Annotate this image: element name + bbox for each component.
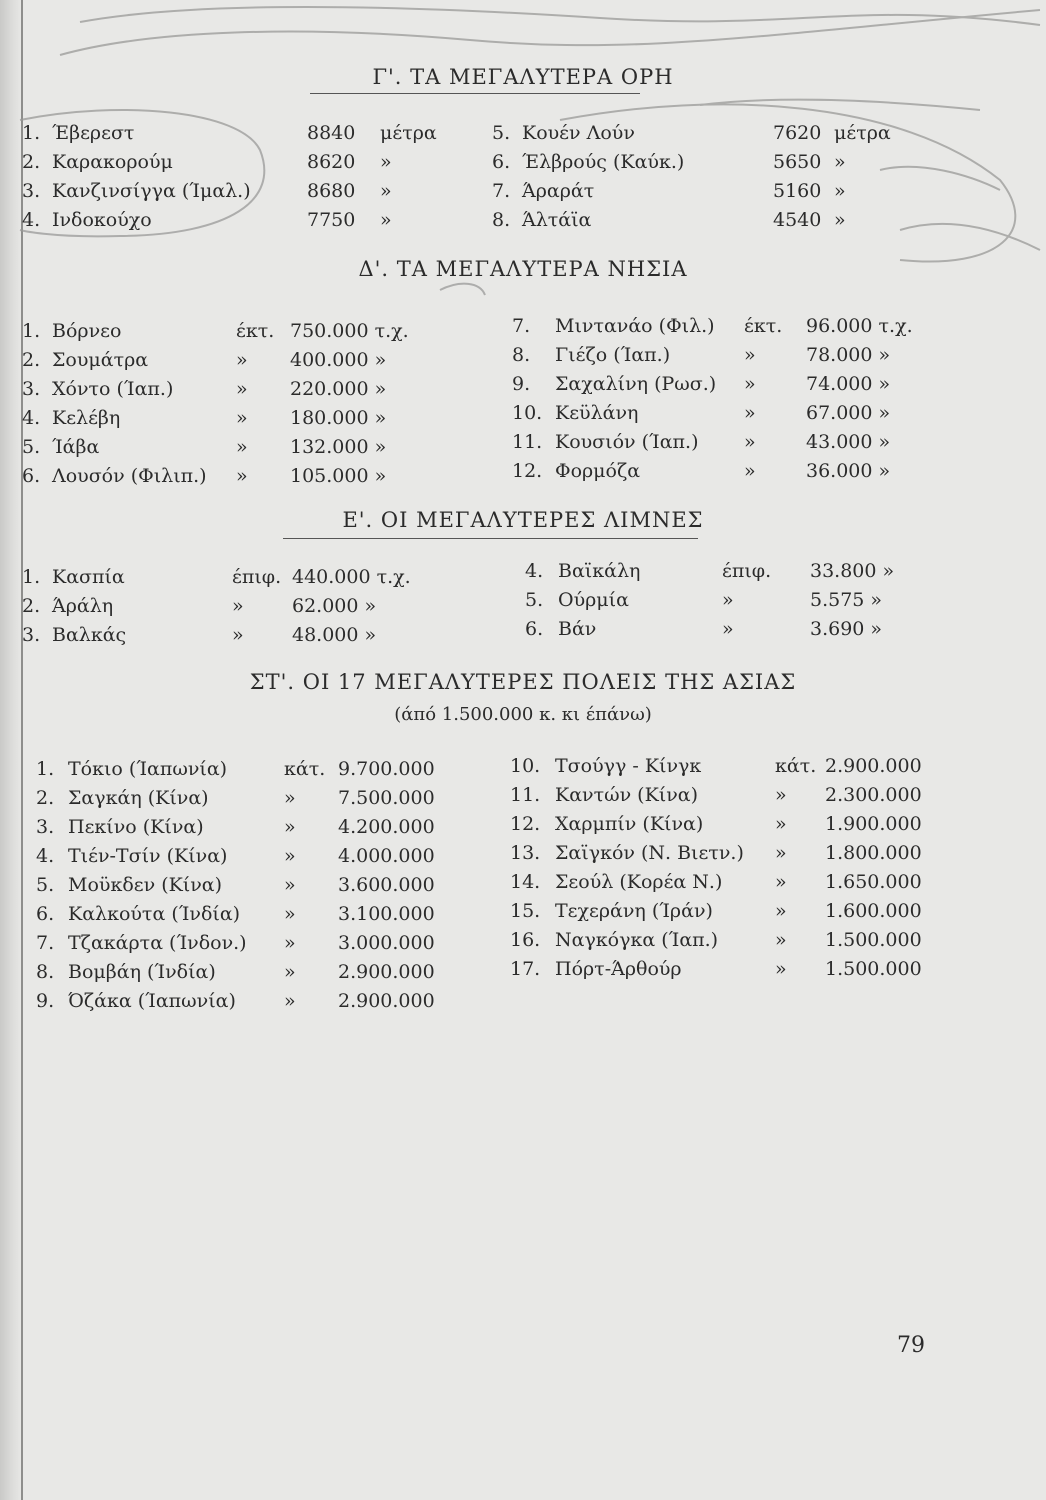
item-name: Σαϊγκόν (Ν. Βιετν.) xyxy=(555,842,744,864)
item-value: 5650 xyxy=(773,151,822,173)
item-label: » xyxy=(236,436,248,458)
item-label: » xyxy=(775,900,787,922)
item-value: 2.900.000 xyxy=(825,755,922,777)
item-label: » xyxy=(744,344,756,366)
item-number: 4. xyxy=(36,845,55,867)
item-name: Χαρμπίν (Κίνα) xyxy=(555,813,704,835)
item-number: 15. xyxy=(510,900,541,922)
list-item xyxy=(0,615,1046,643)
item-name: Τιέν-Τσίν (Κίνα) xyxy=(68,845,228,867)
item-name: Βάν xyxy=(558,618,597,640)
item-value: 440.000 τ.χ. xyxy=(292,566,411,588)
item-value: 5.575 » xyxy=(810,589,883,611)
item-number: 1. xyxy=(22,320,41,342)
section-heading-cities: ΣΤ'. ΟΙ 17 ΜΕΓΑΛΥΤΕΡΕΣ ΠΟΛΕΙΣ ΤΗΣ ΑΣΙΑΣ xyxy=(249,670,797,694)
item-number: 17. xyxy=(510,958,541,980)
item-value: 7.500.000 xyxy=(338,787,435,809)
list-item xyxy=(0,177,1046,205)
item-unit: » xyxy=(380,209,392,231)
item-label: έκτ. xyxy=(236,320,275,342)
item-number: 4. xyxy=(525,560,544,582)
item-name: Μοϋκδεν (Κίνα) xyxy=(68,874,223,896)
item-number: 7. xyxy=(492,180,511,202)
item-number: 4. xyxy=(22,209,41,231)
item-value: 750.000 τ.χ. xyxy=(290,320,409,342)
list-item xyxy=(0,206,1046,234)
item-label: » xyxy=(284,990,296,1012)
page-number: 79 xyxy=(897,1333,925,1358)
item-number: 9. xyxy=(512,373,531,395)
item-value: 220.000 » xyxy=(290,378,387,400)
item-value: 96.000 τ.χ. xyxy=(806,315,913,337)
item-name: Κανζινσίγγα (Ίμαλ.) xyxy=(52,180,251,202)
list-item xyxy=(0,370,1046,398)
item-number: 6. xyxy=(22,465,41,487)
list-item xyxy=(0,428,1046,456)
item-number: 8. xyxy=(492,209,511,231)
item-number: 3. xyxy=(22,180,41,202)
item-number: 9. xyxy=(36,990,55,1012)
item-label: » xyxy=(232,624,244,646)
item-value: 3.690 » xyxy=(810,618,883,640)
item-number: 1. xyxy=(22,566,41,588)
item-name: Κασπία xyxy=(52,566,125,588)
list-item xyxy=(0,341,1046,369)
item-name: Βομβάη (Ίνδία) xyxy=(68,961,216,983)
item-label: » xyxy=(284,874,296,896)
item-name: Ινδοκούχο xyxy=(52,209,152,231)
item-value: 1.900.000 xyxy=(825,813,922,835)
item-label: » xyxy=(236,378,248,400)
item-name: Ούρμία xyxy=(558,589,629,611)
item-value: 2.900.000 xyxy=(338,990,435,1012)
item-name: Σουμάτρα xyxy=(52,349,149,371)
item-value: 8620 xyxy=(307,151,356,173)
item-number: 10. xyxy=(512,402,543,424)
item-unit: μέτρα xyxy=(380,122,437,144)
item-number: 3. xyxy=(22,378,41,400)
item-value: 4540 xyxy=(773,209,822,231)
item-value: 78.000 » xyxy=(806,344,891,366)
item-name: Καντών (Κίνα) xyxy=(555,784,699,806)
item-value: 48.000 » xyxy=(292,624,377,646)
item-number: 6. xyxy=(36,903,55,925)
item-number: 3. xyxy=(22,624,41,646)
item-number: 12. xyxy=(512,460,543,482)
item-name: Κουσιόν (Ίαπ.) xyxy=(555,431,699,453)
item-name: Κεϋλάνη xyxy=(555,402,639,424)
item-label: » xyxy=(236,465,248,487)
item-name: Γιέζο (Ίαπ.) xyxy=(555,344,671,366)
item-label: έπιφ. xyxy=(722,560,772,582)
item-label: » xyxy=(775,929,787,951)
item-value: 7750 xyxy=(307,209,356,231)
item-name: Χόντο (Ίαπ.) xyxy=(52,378,174,400)
item-number: 11. xyxy=(512,431,543,453)
item-label: » xyxy=(284,845,296,867)
item-name: Βαϊκάλη xyxy=(558,560,641,582)
item-name: Λουσόν (Φιλιπ.) xyxy=(52,465,207,487)
item-name: Τσούγγ - Κίνγκ xyxy=(555,755,702,777)
list-item xyxy=(0,926,1046,954)
item-name: Πόρτ-Άρθούρ xyxy=(555,958,682,980)
item-label: » xyxy=(775,871,787,893)
item-label: » xyxy=(744,460,756,482)
item-label: κάτ. xyxy=(284,758,326,780)
item-name: Βόρνεο xyxy=(52,320,122,342)
item-number: 14. xyxy=(510,871,541,893)
item-name: Άράλη xyxy=(52,595,114,617)
section-subheading-cities: (άπό 1.500.000 κ. κι έπάνω) xyxy=(394,704,652,725)
item-number: 7. xyxy=(512,315,531,337)
item-label: » xyxy=(744,431,756,453)
list-item xyxy=(0,955,1046,983)
item-name: Τόκιο (Ίαπωνία) xyxy=(68,758,228,780)
section-heading-mountains: Γ'. ΤΑ ΜΕΓΑΛΥΤΕΡΑ ΟΡΗ xyxy=(372,65,674,89)
list-item xyxy=(0,810,1046,838)
heading-underline xyxy=(310,93,640,94)
list-item xyxy=(0,399,1046,427)
item-value: 8840 xyxy=(307,122,356,144)
item-number: 12. xyxy=(510,813,541,835)
item-value: 2.900.000 xyxy=(338,961,435,983)
item-name: Ναγκόγκα (Ίαπ.) xyxy=(555,929,719,951)
item-name: Σαχαλίνη (Ρωσ.) xyxy=(555,373,717,395)
item-number: 11. xyxy=(510,784,541,806)
item-value: 1.650.000 xyxy=(825,871,922,893)
item-unit: μέτρα xyxy=(834,122,891,144)
item-number: 3. xyxy=(36,816,55,838)
item-value: 4.000.000 xyxy=(338,845,435,867)
item-name: Βαλκάς xyxy=(52,624,127,646)
item-number: 2. xyxy=(22,349,41,371)
item-name: Όζάκα (Ίαπωνία) xyxy=(68,990,236,1012)
item-number: 8. xyxy=(512,344,531,366)
list-item xyxy=(0,557,1046,585)
item-label: » xyxy=(775,784,787,806)
item-label: » xyxy=(722,618,734,640)
item-name: Καλκούτα (Ίνδία) xyxy=(68,903,241,925)
item-label: έκτ. xyxy=(744,315,783,337)
item-unit: » xyxy=(380,151,392,173)
item-value: 180.000 » xyxy=(290,407,387,429)
item-label: » xyxy=(236,407,248,429)
item-value: 43.000 » xyxy=(806,431,891,453)
item-value: 2.300.000 xyxy=(825,784,922,806)
list-item xyxy=(0,148,1046,176)
item-number: 5. xyxy=(525,589,544,611)
item-label: » xyxy=(284,961,296,983)
item-number: 6. xyxy=(492,151,511,173)
item-label: » xyxy=(232,595,244,617)
item-number: 7. xyxy=(36,932,55,954)
list-item xyxy=(0,586,1046,614)
item-name: Άραράτ xyxy=(522,180,595,202)
item-value: 1.600.000 xyxy=(825,900,922,922)
item-name: Έλβρούς (Καύκ.) xyxy=(522,151,685,173)
item-name: Καρακορούμ xyxy=(52,151,173,173)
item-value: 67.000 » xyxy=(806,402,891,424)
item-value: 400.000 » xyxy=(290,349,387,371)
item-value: 9.700.000 xyxy=(338,758,435,780)
item-name: Τζακάρτα (Ίνδον.) xyxy=(68,932,247,954)
item-number: 16. xyxy=(510,929,541,951)
item-name: Άλτάϊα xyxy=(522,209,592,231)
item-number: 10. xyxy=(510,755,541,777)
list-item xyxy=(0,312,1046,340)
item-label: » xyxy=(284,816,296,838)
item-name: Κουέν Λούν xyxy=(522,122,635,144)
list-item xyxy=(0,457,1046,485)
item-value: 1.500.000 xyxy=(825,929,922,951)
item-label: κάτ. xyxy=(775,755,817,777)
list-item xyxy=(0,752,1046,780)
item-value: 4.200.000 xyxy=(338,816,435,838)
item-label: » xyxy=(722,589,734,611)
item-number: 5. xyxy=(22,436,41,458)
item-name: Τεχεράνη (Ίράν) xyxy=(555,900,713,922)
item-label: » xyxy=(775,842,787,864)
item-label: » xyxy=(284,932,296,954)
item-name: Σαγκάη (Κίνα) xyxy=(68,787,209,809)
item-unit: » xyxy=(380,180,392,202)
item-name: Πεκίνο (Κίνα) xyxy=(68,816,204,838)
item-number: 8. xyxy=(36,961,55,983)
item-value: 5160 xyxy=(773,180,822,202)
section-heading-lakes: Ε'. ΟΙ ΜΕΓΑΛΥΤΕΡΕΣ ΛΙΜΝΕΣ xyxy=(342,508,704,532)
list-item xyxy=(0,781,1046,809)
item-value: 132.000 » xyxy=(290,436,387,458)
list-item xyxy=(0,897,1046,925)
item-number: 13. xyxy=(510,842,541,864)
item-value: 36.000 » xyxy=(806,460,891,482)
item-value: 33.800 » xyxy=(810,560,895,582)
item-unit: » xyxy=(834,151,846,173)
item-number: 6. xyxy=(525,618,544,640)
item-number: 2. xyxy=(22,595,41,617)
item-label: » xyxy=(744,402,756,424)
item-value: 3.600.000 xyxy=(338,874,435,896)
item-label: » xyxy=(744,373,756,395)
item-value: 7620 xyxy=(773,122,822,144)
item-number: 2. xyxy=(36,787,55,809)
item-label: » xyxy=(236,349,248,371)
item-label: » xyxy=(284,903,296,925)
item-name: Ίάβα xyxy=(52,436,100,458)
item-number: 1. xyxy=(22,122,41,144)
item-value: 8680 xyxy=(307,180,356,202)
list-item xyxy=(0,839,1046,867)
heading-underline xyxy=(283,538,698,539)
list-item xyxy=(0,987,1046,1015)
item-number: 5. xyxy=(492,122,511,144)
item-label: » xyxy=(284,787,296,809)
item-name: Μιντανάο (Φιλ.) xyxy=(555,315,715,337)
item-label: » xyxy=(775,813,787,835)
item-number: 1. xyxy=(36,758,55,780)
item-value: 62.000 » xyxy=(292,595,377,617)
item-unit: » xyxy=(834,209,846,231)
item-label: » xyxy=(775,958,787,980)
item-value: 3.100.000 xyxy=(338,903,435,925)
item-number: 4. xyxy=(22,407,41,429)
item-value: 74.000 » xyxy=(806,373,891,395)
item-name: Σεούλ (Κορέα Ν.) xyxy=(555,871,723,893)
item-unit: » xyxy=(834,180,846,202)
section-heading-islands: Δ'. ΤΑ ΜΕΓΑΛΥΤΕΡΑ ΝΗΣΙΑ xyxy=(358,257,688,281)
item-name: Έβερεστ xyxy=(52,122,135,144)
item-label: έπιφ. xyxy=(232,566,282,588)
item-value: 105.000 » xyxy=(290,465,387,487)
list-item xyxy=(0,868,1046,896)
item-name: Κελέβη xyxy=(52,407,121,429)
item-number: 5. xyxy=(36,874,55,896)
item-name: Φορμόζα xyxy=(555,460,641,482)
list-item xyxy=(0,119,1046,147)
item-value: 1.500.000 xyxy=(825,958,922,980)
item-value: 3.000.000 xyxy=(338,932,435,954)
item-number: 2. xyxy=(22,151,41,173)
item-value: 1.800.000 xyxy=(825,842,922,864)
